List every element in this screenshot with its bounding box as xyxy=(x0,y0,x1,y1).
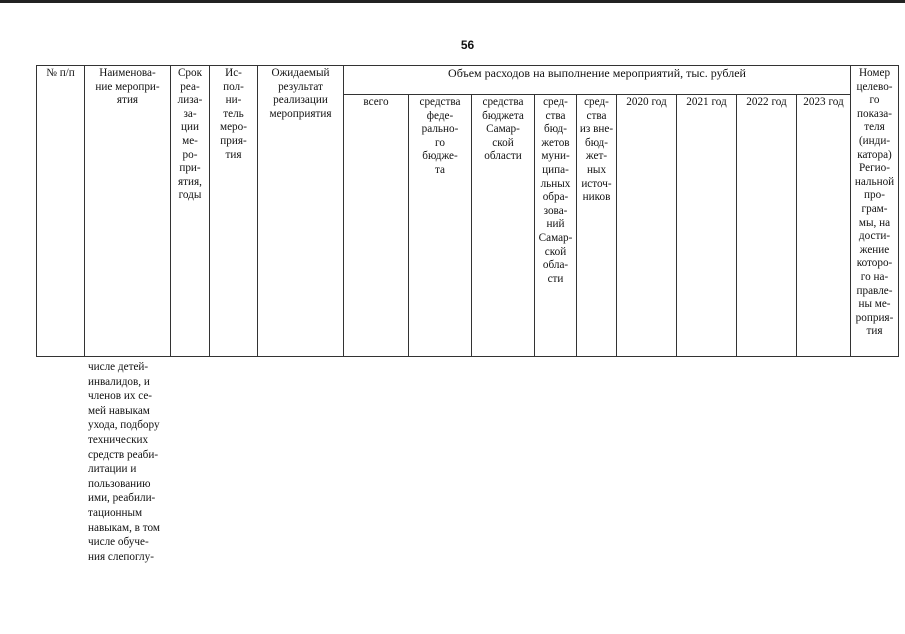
header-year-2020: 2020 год xyxy=(617,95,677,357)
header-year-2023: 2023 год xyxy=(797,95,851,357)
header-result: Ожидаемый результат реализации мероприятия xyxy=(258,66,344,357)
expenses-table xyxy=(36,65,899,357)
continuation-text: числе детей- инвалидов, и членов их се- мей навыкам ухода, подбору технических средств реаби- литации и пользованию ими, реабили- тационным навыкам, в том числе обуче- ния слепоглу- xyxy=(88,361,160,563)
header-number: № п/п xyxy=(37,66,85,357)
page-number: 56 xyxy=(460,38,475,52)
header-year-2021: 2021 год xyxy=(677,95,737,357)
header-federal-budget: средства феде- рально- го бюдже- та xyxy=(409,95,472,357)
header-municipal-budget: сред- ства бюд- жетов муни- ципа- льных обра- зова- ний Самар- ской обла- сти xyxy=(535,95,577,357)
header-extrabudgetary: сред- ства из вне- бюд- жет- ных источ- ников xyxy=(577,95,617,357)
header-term: Срок реа- лиза- за- ции ме- ро- при- ятия, годы xyxy=(171,66,210,357)
header-year-2022: 2022 год xyxy=(737,95,797,357)
header-indicator: Номер целево- го показа- теля (инди- катора) Регио- нальной про- грам- мы, на дости- жение которо- го на- правле- ны ме- роприя- тия xyxy=(851,66,899,357)
header-name: Наименова- ние меропри- ятия xyxy=(85,66,171,357)
top-border-line xyxy=(0,0,905,3)
header-total: всего xyxy=(344,95,409,357)
header-regional-budget: средства бюджета Самар- ской области xyxy=(472,95,535,357)
header-expenses: Объем расходов на выполнение мероприятий, тыс. рублей xyxy=(344,66,851,95)
header-executor: Ис- пол- ни- тель меро- прия- тия xyxy=(210,66,258,357)
